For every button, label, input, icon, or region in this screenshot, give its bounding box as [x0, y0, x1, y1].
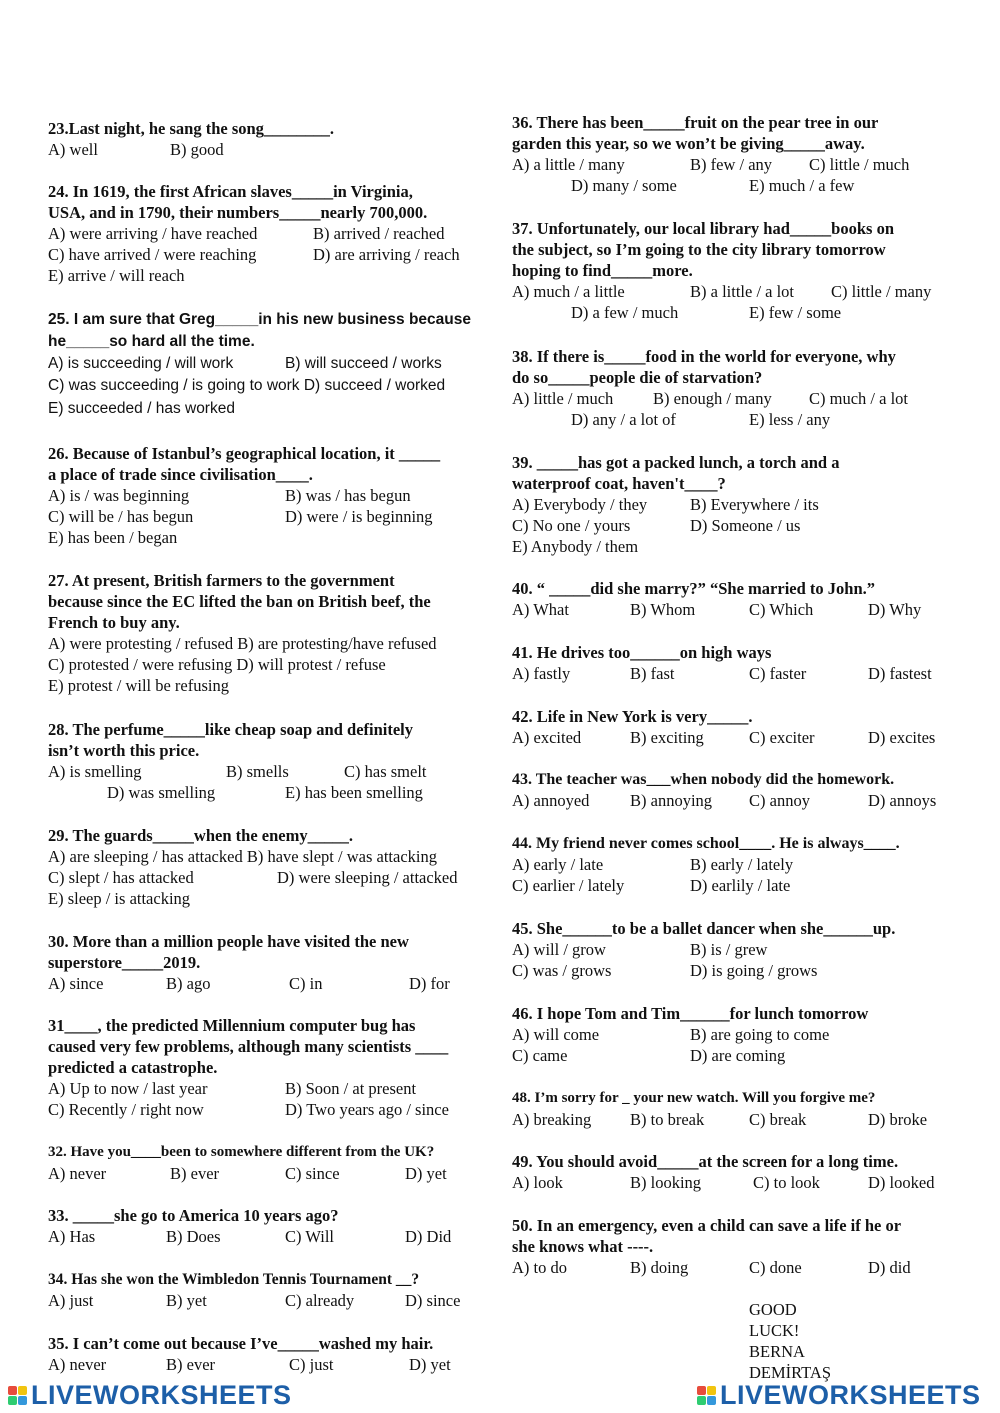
question-stem: 32. Have you____been to somewhere different from the UK? — [48, 1144, 435, 1160]
logo-text: LIVEWORKSHEETS — [720, 1379, 981, 1410]
question-stem: 39. _____has got a packed lunch, a torch and a waterproof coat, haven't____? — [512, 453, 840, 493]
option[interactable]: C) done — [749, 1258, 802, 1277]
option[interactable]: A) to do — [512, 1258, 567, 1277]
option[interactable]: E) much / a few — [749, 176, 855, 195]
option[interactable]: A) Has — [48, 1227, 96, 1246]
option[interactable]: C) little / many — [831, 282, 932, 301]
option[interactable]: B) looking — [630, 1173, 702, 1192]
option[interactable]: D) a few / much — [571, 303, 679, 322]
option[interactable]: D) any / a lot of — [571, 410, 676, 429]
liveworksheets-logo-left — [8, 1378, 292, 1412]
option[interactable]: C) will be / has begun — [48, 507, 194, 526]
question-stem: 25. I am sure that Greg_____in his new business because he_____so hard all the time. — [48, 311, 471, 350]
question-27 — [48, 570, 480, 696]
question-28 — [48, 719, 488, 803]
option[interactable]: A) is smelling — [48, 762, 142, 781]
option[interactable]: C) Which — [749, 600, 814, 619]
option[interactable]: C) slept / has attacked — [48, 868, 194, 887]
option[interactable]: B) annoying — [630, 791, 713, 810]
option[interactable]: C) came — [512, 1046, 568, 1065]
option[interactable]: C) Recently / right now — [48, 1100, 204, 1119]
author-name: BERNA DEMİRTAŞ — [749, 1342, 832, 1382]
option[interactable]: C) already — [285, 1291, 355, 1310]
option[interactable]: D) for — [409, 974, 450, 993]
option[interactable]: D) yet — [405, 1164, 447, 1183]
option[interactable]: E) arrive / will reach — [48, 266, 185, 285]
option[interactable]: A) little / much — [512, 389, 614, 408]
option[interactable]: A) excited — [512, 728, 582, 747]
option[interactable]: E) Anybody / them — [512, 537, 639, 556]
question-29 — [48, 825, 488, 909]
question-stem: 40. “ _____did she marry?” “She married to John.” — [512, 579, 875, 598]
option[interactable]: B) doing — [630, 1258, 689, 1277]
option[interactable]: C) No one / yours — [512, 516, 631, 535]
question-stem: 44. My friend never comes school____. He is always____. — [512, 835, 900, 852]
question-42 — [512, 706, 962, 748]
option[interactable]: B) ever — [170, 1164, 220, 1183]
option[interactable]: A) since — [48, 974, 104, 993]
option[interactable]: A) were arriving / have reached — [48, 224, 258, 243]
question-stem: 31____, the predicted Millennium computer bug has caused very few problems, although many scientists ____ predicted a catastrophe. — [48, 1016, 449, 1077]
option[interactable]: D) earlily / late — [690, 876, 791, 895]
option[interactable]: B) few / any — [690, 155, 773, 174]
option[interactable]: B) Everywhere / its — [690, 495, 819, 514]
question-stem: 38. If there is_____food in the world for everyone, why do so_____people die of starvation? — [512, 347, 896, 387]
option[interactable]: A) much / a little — [512, 282, 625, 301]
question-38 — [512, 346, 962, 430]
question-50 — [512, 1215, 962, 1278]
question-stem: 30. More than a million people have visited the new superstore_____2019. — [48, 932, 409, 972]
liveworksheets-logo-icon — [8, 1386, 27, 1405]
option[interactable]: A) look — [512, 1173, 563, 1192]
option[interactable]: D) are arriving / reach — [313, 245, 460, 264]
option[interactable]: C) faster — [749, 664, 807, 683]
question-45 — [512, 918, 962, 981]
question-43 — [512, 769, 962, 811]
question-stem: 48. I’m sorry for _ your new watch. Will you forgive me? — [512, 1090, 876, 1106]
option[interactable]: D) Why — [868, 600, 922, 619]
option[interactable]: E) less / any — [749, 410, 831, 429]
option[interactable]: B) good — [170, 140, 224, 159]
question-stem: 36. There has been_____fruit on the pear tree in our garden this year, so we won’t be giving_____away. — [512, 113, 879, 153]
option[interactable]: D) broke — [868, 1110, 928, 1129]
option[interactable]: B) are going to come — [690, 1025, 830, 1044]
question-41 — [512, 642, 962, 684]
option[interactable]: D) were sleeping / attacked — [277, 868, 458, 887]
option[interactable]: D) looked — [868, 1173, 935, 1192]
option[interactable]: D) were / is beginning — [285, 507, 433, 526]
option[interactable]: D) annoys — [868, 791, 937, 810]
question-48 — [512, 1088, 962, 1130]
option[interactable]: A) is / was beginning — [48, 486, 190, 505]
option[interactable]: C) annoy — [749, 791, 810, 810]
option[interactable]: A) just — [48, 1291, 94, 1310]
option[interactable]: E) succeeded / has worked — [48, 400, 235, 417]
option[interactable]: B) arrived / reached — [313, 224, 445, 243]
option[interactable]: D) Two years ago / since — [285, 1100, 449, 1119]
option[interactable]: B) was / has begun — [285, 486, 411, 505]
option[interactable]: B) exciting — [630, 728, 704, 747]
option[interactable]: D) yet — [409, 1355, 451, 1374]
option[interactable]: C) just — [289, 1355, 334, 1374]
question-stem: 29. The guards_____when the enemy_____. — [48, 826, 353, 845]
logo-text: LIVEWORKSHEETS — [31, 1379, 292, 1410]
question-32 — [48, 1142, 493, 1184]
question-stem: 46. I hope Tom and Tim______for lunch tomorrow — [512, 1004, 869, 1023]
option[interactable]: B) is / grew — [690, 940, 768, 959]
question-37 — [512, 218, 962, 323]
option[interactable]: B) ever — [166, 1355, 216, 1374]
option[interactable]: A) never — [48, 1355, 107, 1374]
option[interactable]: D) Did — [405, 1227, 452, 1246]
question-stem: 42. Life in New York is very_____. — [512, 707, 753, 726]
option[interactable]: D) was smelling — [107, 783, 216, 802]
option[interactable]: B) ago — [166, 974, 211, 993]
option[interactable]: B) yet — [166, 1291, 207, 1310]
option[interactable]: B) a little / a lot — [690, 282, 795, 301]
option[interactable]: C) little / much — [809, 155, 910, 174]
question-stem: 41. He drives too______on high ways — [512, 643, 772, 662]
option[interactable]: C) Will — [285, 1227, 334, 1246]
option[interactable]: B) to break — [630, 1110, 705, 1129]
option[interactable]: D) excites — [868, 728, 936, 747]
option[interactable]: A) a little / many — [512, 155, 625, 174]
question-stem: 50. In an emergency, even a child can save a life if he or she knows what ----. — [512, 1216, 902, 1256]
question-23 — [48, 118, 488, 160]
option[interactable]: A) will / grow — [512, 940, 606, 959]
option[interactable]: D) is going / grows — [690, 961, 818, 980]
option[interactable]: B) enough / many — [653, 389, 772, 408]
question-stem: 49. You should avoid_____at the screen for a long time. — [512, 1152, 899, 1171]
question-stem: 34. Has she won the Wimbledon Tennis Tournament __? — [48, 1271, 420, 1288]
option[interactable]: A) What — [512, 600, 569, 619]
question-stem: 37. Unfortunately, our local library had_____books on the subject, so I’m going to the city library tomorrow hoping to find_____more. — [512, 219, 894, 280]
question-stem: 35. I can’t come out because I’ve_____washed my hair. — [48, 1334, 434, 1353]
question-31 — [48, 1015, 493, 1120]
question-49 — [512, 1151, 962, 1193]
liveworksheets-logo-icon — [697, 1386, 716, 1405]
option[interactable]: A) early / late — [512, 855, 604, 874]
question-stem: 33. _____she go to America 10 years ago? — [48, 1206, 339, 1225]
question-24 — [48, 181, 488, 286]
option[interactable]: A) is succeeding / will work — [48, 355, 234, 372]
option[interactable]: C) since — [285, 1164, 340, 1183]
question-25 — [48, 309, 488, 419]
question-39 — [512, 452, 962, 557]
option[interactable]: A) breaking — [512, 1110, 592, 1129]
option[interactable]: B) Whom — [630, 600, 696, 619]
option[interactable]: C) was / grows — [512, 961, 612, 980]
question-30 — [48, 931, 488, 994]
question-stem: 43. The teacher was___when nobody did the homework. — [512, 771, 895, 788]
question-stem: 23.Last night, he sang the song________. — [48, 119, 335, 138]
question-26 — [48, 443, 488, 548]
option[interactable]: C) to look — [753, 1173, 820, 1192]
option[interactable]: C) protested / were refusing D) will protest / refuse — [48, 655, 386, 674]
option[interactable]: A) fastly — [512, 664, 571, 683]
good-luck-text: GOOD LUCK! — [749, 1300, 800, 1340]
option[interactable]: A) are sleeping / has attacked B) have slept / was attacking — [48, 847, 437, 866]
option[interactable]: B) will succeed / works — [285, 355, 442, 372]
option[interactable]: C) was succeeding / is going to work D) succeed / worked — [48, 377, 446, 394]
question-stem: 26. Because of Istanbul’s geographical location, it _____ a place of trade since civilisation____. — [48, 444, 441, 484]
option[interactable]: A) were protesting / refused B) are protesting/have refused — [48, 634, 437, 653]
option[interactable]: B) early / lately — [690, 855, 794, 874]
question-36 — [512, 112, 962, 196]
option[interactable]: D) many / some — [571, 176, 677, 195]
question-stem: 45. She______to be a ballet dancer when she______up. — [512, 919, 896, 938]
question-33 — [48, 1205, 488, 1247]
option[interactable]: C) much / a lot — [809, 389, 908, 408]
question-35 — [48, 1333, 488, 1375]
option[interactable]: C) in — [289, 974, 323, 993]
question-stem: 28. The perfume_____like cheap soap and definitely isn’t worth this price. — [48, 720, 414, 760]
question-46 — [512, 1003, 962, 1066]
option[interactable]: E) has been smelling — [285, 783, 423, 802]
option[interactable]: C) exciter — [749, 728, 815, 747]
option[interactable]: E) few / some — [749, 303, 842, 322]
option[interactable]: B) Does — [166, 1227, 221, 1246]
liveworksheets-logo-right — [697, 1378, 981, 1412]
option[interactable]: B) fast — [630, 664, 675, 683]
question-stem: 24. In 1619, the first African slaves_____in Virginia, USA, and in 1790, their numbers_____nearly 700,000. — [48, 182, 428, 222]
question-44 — [512, 833, 962, 896]
closing-signature — [749, 1299, 831, 1383]
question-40 — [512, 578, 962, 620]
option[interactable]: D) are coming — [690, 1046, 786, 1065]
option[interactable]: D) Someone / us — [690, 516, 801, 535]
option[interactable]: C) has smelt — [344, 762, 427, 781]
option[interactable]: E) protest / will be refusing — [48, 676, 230, 695]
option[interactable]: A) never — [48, 1164, 107, 1183]
option[interactable]: A) will come — [512, 1025, 600, 1044]
option[interactable]: C) have arrived / were reaching — [48, 245, 257, 264]
option[interactable]: B) Soon / at present — [285, 1079, 417, 1098]
question-34 — [48, 1269, 488, 1311]
question-stem: 27. At present, British farmers to the government because since the EC lifted the ban on British beef, the French to buy any. — [48, 571, 431, 632]
option[interactable]: E) has been / began — [48, 528, 178, 547]
option[interactable]: C) break — [749, 1110, 807, 1129]
option[interactable]: B) smells — [226, 762, 289, 781]
option[interactable]: D) did — [868, 1258, 911, 1277]
option[interactable]: A) well — [48, 140, 98, 159]
option[interactable]: A) Up to now / last year — [48, 1079, 208, 1098]
option[interactable]: D) since — [405, 1291, 461, 1310]
option[interactable]: A) Everybody / they — [512, 495, 648, 514]
option[interactable]: D) fastest — [868, 664, 932, 683]
option[interactable]: C) earlier / lately — [512, 876, 625, 895]
option[interactable]: E) sleep / is attacking — [48, 889, 191, 908]
option[interactable]: A) annoyed — [512, 791, 590, 810]
